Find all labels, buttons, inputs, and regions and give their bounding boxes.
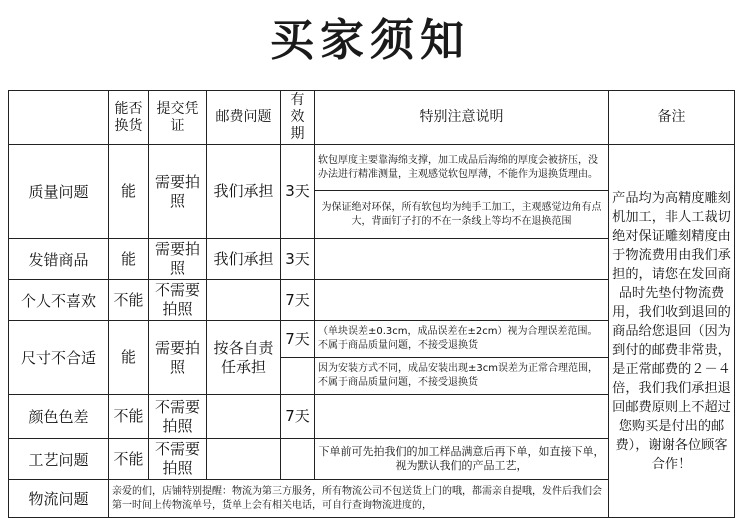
validity-cell: 3天: [281, 145, 315, 239]
remark-cell: 产品均为高精度雕刻机加工，非人工裁切绝对保证雕刻精度由于物流费用由我们承担的，请您在发回商品时先垫付物流费用，我们收到退回的商品给您退回（因为到付的邮费非常贵，是正常邮费的２－４倍，我们我们承担退回邮费原则上不超过您购买是付出的邮费），谢谢各位顾客合作！: [609, 145, 735, 518]
logistics-note-cell: 亲爱的们，店铺特别提醒：物流为第三方服务，所有物流公司不包送货上门的哦，都需亲自提哦，发件后我们会第一时间上传物流单号，货单上会有相关电话，可自行查询物流进度的，: [109, 480, 609, 518]
header-remark: 备注: [609, 91, 735, 145]
postage-cell: [207, 280, 281, 321]
note-cell: 下单前可先拍我们的加工样品满意后再下单，如直接下单，视为默认我们的产品工艺，: [315, 439, 609, 480]
voucher-cell: 不需要拍照: [149, 439, 207, 480]
exchange-cell: 能: [109, 145, 149, 239]
header-validity: 有效期: [281, 91, 315, 145]
exchange-cell: 能: [109, 321, 149, 395]
voucher-cell: 需要拍照: [149, 145, 207, 239]
note-cell: 软包厚度主要靠海绵支撑，加工成品后海绵的厚度会被挤压，没办法进行精准测量，主观感觉软包厚薄，不能作为退换货理由。: [315, 145, 609, 191]
category-cell: 物流问题: [9, 480, 109, 518]
postage-cell: [207, 395, 281, 439]
validity-cell: [281, 358, 315, 395]
exchange-cell: 不能: [109, 439, 149, 480]
voucher-cell: 不需要拍照: [149, 280, 207, 321]
postage-cell: 我们承担: [207, 145, 281, 239]
header-exchange: 能否换货: [109, 91, 149, 145]
exchange-cell: 能: [109, 239, 149, 280]
category-cell: 工艺问题: [9, 439, 109, 480]
header-voucher: 提交凭证: [149, 91, 207, 145]
validity-cell: 3天: [281, 239, 315, 280]
category-cell: 个人不喜欢: [9, 280, 109, 321]
category-cell: 质量问题: [9, 145, 109, 239]
exchange-cell: 不能: [109, 280, 149, 321]
voucher-cell: 不需要拍照: [149, 395, 207, 439]
note-cell: [315, 239, 609, 280]
voucher-cell: 需要拍照: [149, 239, 207, 280]
note-cell: （单块误差±0.3cm，成品误差在±2cm）视为合理误差范围。不属于商品质量问题，不接受退换货: [315, 321, 609, 358]
note-cell: 为保证绝对环保，所有软包均为纯手工加工，主观感觉边角有点大，背面钉子打的不在一条线上等均不在退换范围: [315, 191, 609, 239]
postage-cell: 按各自责任承担: [207, 321, 281, 395]
postage-cell: 我们承担: [207, 239, 281, 280]
validity-cell: 7天: [281, 395, 315, 439]
note-cell: 因为安装方式不同，成品安装出现±3cm误差为正常合理范围，不属于商品质量问题，不接受退换货: [315, 358, 609, 395]
header-row: [9, 91, 735, 145]
note-cell: [315, 280, 609, 321]
exchange-cell: 不能: [109, 395, 149, 439]
note-cell: [315, 395, 609, 439]
category-cell: 尺寸不合适: [9, 321, 109, 395]
validity-cell: 7天: [281, 321, 315, 358]
validity-cell: 7天: [281, 280, 315, 321]
page-title: 买家须知: [270, 15, 470, 66]
validity-cell: [281, 439, 315, 480]
category-cell: 颜色色差: [9, 395, 109, 439]
table-row: [9, 145, 735, 191]
voucher-cell: 需要拍照: [149, 321, 207, 395]
category-cell: 发错商品: [9, 239, 109, 280]
header-notes: 特别注意说明: [315, 91, 609, 145]
header-postage: 邮费问题: [207, 91, 281, 145]
buyer-notice-table: [8, 90, 735, 518]
header-category: [9, 91, 109, 145]
postage-cell: [207, 439, 281, 480]
